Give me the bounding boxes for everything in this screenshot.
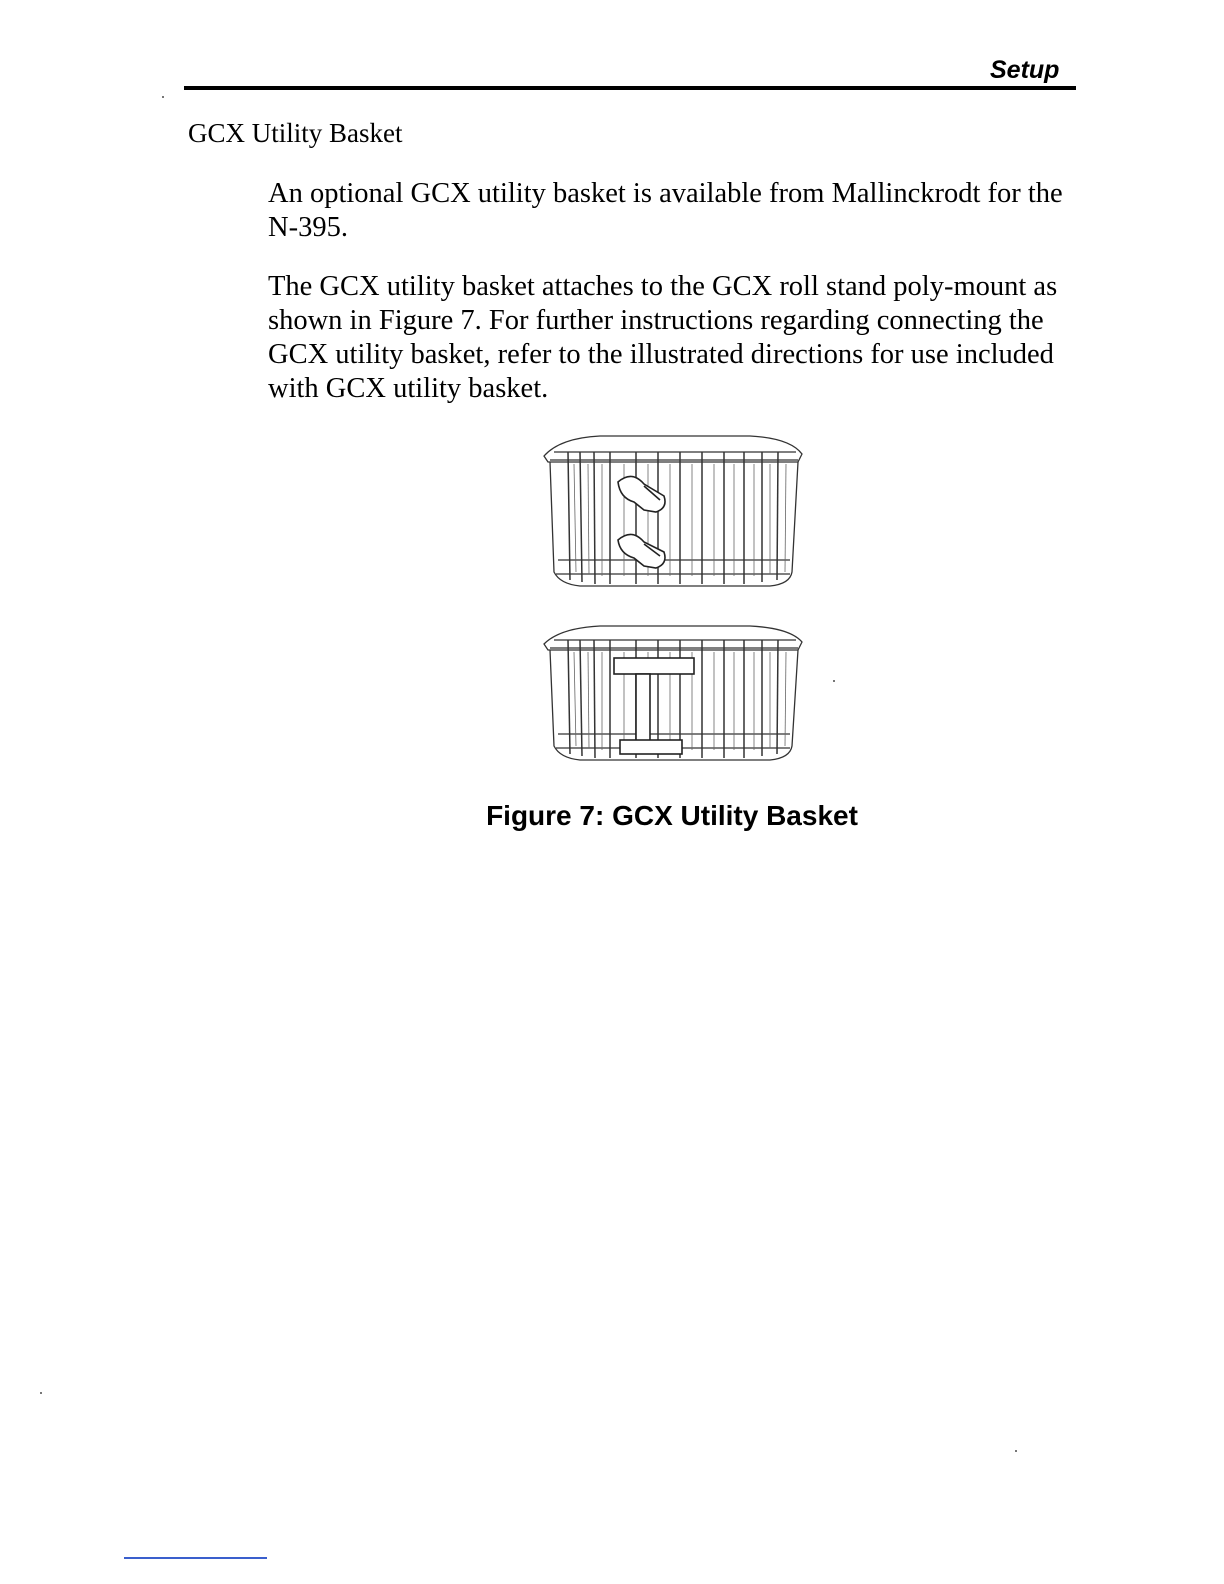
- basket-with-hooks-illustration: [540, 432, 810, 592]
- body-paragraph-availability: An optional GCX utility basket is available from Mallinckrodt for the N-395.: [268, 178, 1063, 243]
- scan-speck: [40, 1392, 42, 1394]
- scan-speck: [1015, 1450, 1017, 1452]
- figure-caption: Figure 7: GCX Utility Basket: [486, 800, 858, 831]
- header-rule: [184, 86, 1076, 90]
- body-paragraph-attachment: The GCX utility basket attaches to the GCX roll stand poly-mount as shown in Figure 7. For further instructions regarding connecting the GCX utility basket, refer to the illustrated directions for use included with GCX utility basket.: [268, 271, 1058, 404]
- running-header-label: Setup: [990, 56, 1060, 84]
- scan-speck: [833, 680, 835, 682]
- footer-rule: [124, 1557, 267, 1559]
- scan-speck: [162, 96, 164, 98]
- basket-with-bracket-illustration: [540, 622, 810, 772]
- section-heading: GCX Utility Basket: [188, 118, 403, 148]
